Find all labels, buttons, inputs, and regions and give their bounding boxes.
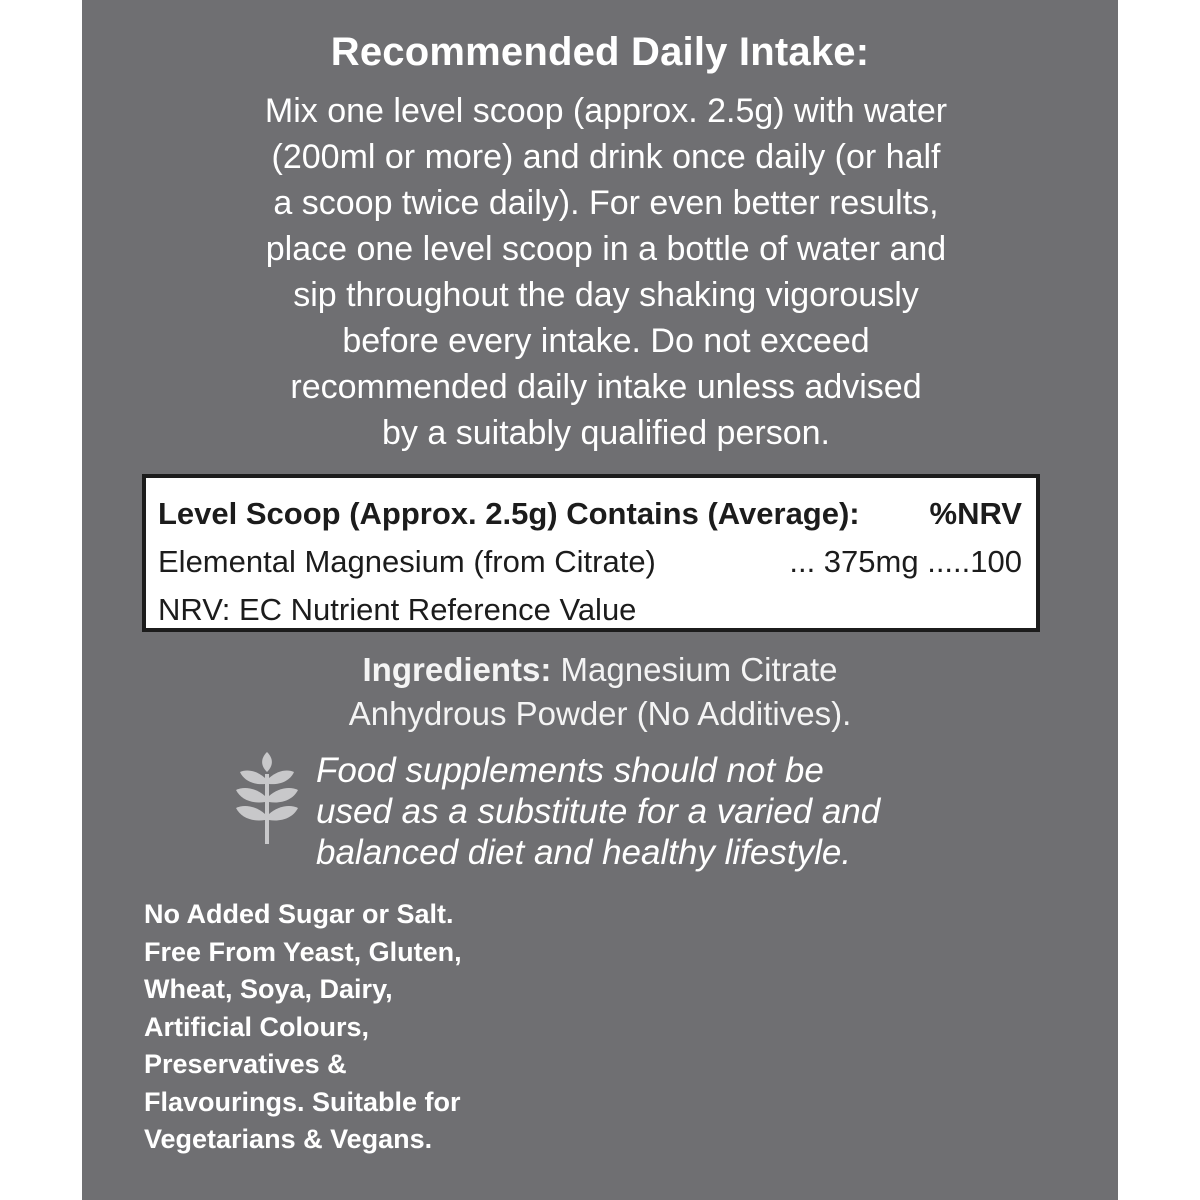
directions-line: a scoop twice daily). For even better results, [273, 184, 939, 222]
nrv-row-value: ... 375mg .....100 [789, 544, 1022, 579]
directions-line: before every intake. Do not exceed [342, 322, 870, 360]
wheat-icon [232, 752, 302, 844]
advice-line: balanced diet and healthy lifestyle. [316, 833, 852, 872]
directions-line: sip throughout the day shaking vigorously [293, 276, 919, 314]
label-panel [82, 0, 1118, 1200]
directions-line: recommended daily intake unless advised [290, 368, 922, 406]
nrv-header-row [158, 490, 1022, 538]
directions-line: by a suitably qualified person. [382, 414, 830, 452]
ingredients-value: Magnesium Citrate [551, 651, 838, 688]
claim-line: Preservatives & [144, 1049, 347, 1079]
claim-line: Wheat, Soya, Dairy, [144, 974, 393, 1004]
free-from-claims [144, 896, 604, 1159]
intake-heading: Recommended Daily Intake: [330, 30, 870, 74]
directions-line: place one level scoop in a bottle of water and [265, 230, 947, 268]
ingredients-line-2: Anhydrous Powder (No Additives). [348, 695, 852, 732]
claim-line: Vegetarians & Vegans. [144, 1124, 433, 1154]
nrv-header-column: %NRV [929, 496, 1022, 531]
nrv-header-label: Level Scoop (Approx. 2.5g) Contains (Average): [158, 496, 860, 531]
nrv-magnesium-row [158, 538, 1022, 586]
claim-line: No Added Sugar or Salt. [144, 899, 454, 929]
ingredients-text [82, 648, 1118, 736]
directions-text [178, 88, 1034, 456]
directions-line: (200ml or more) and drink once daily (or half [271, 138, 941, 176]
directions-line: Mix one level scoop (approx. 2.5g) with water [264, 92, 948, 130]
nrv-row-label: Elemental Magnesium (from Citrate) [158, 544, 656, 579]
ingredients-label: Ingredients: [362, 651, 552, 688]
nrv-footnote: NRV: EC Nutrient Reference Value [158, 592, 637, 627]
nrv-table [142, 474, 1040, 632]
advice-line: used as a substitute for a varied and [316, 792, 881, 831]
claim-line: Artificial Colours, [144, 1011, 370, 1042]
advice-line: Food supplements should not be [316, 751, 824, 790]
claim-line: Flavourings. Suitable for [144, 1086, 461, 1117]
supplement-advice [316, 750, 1076, 873]
claim-line: Free From Yeast, Gluten, [144, 936, 462, 967]
ingredients-line-1 [82, 648, 1118, 692]
